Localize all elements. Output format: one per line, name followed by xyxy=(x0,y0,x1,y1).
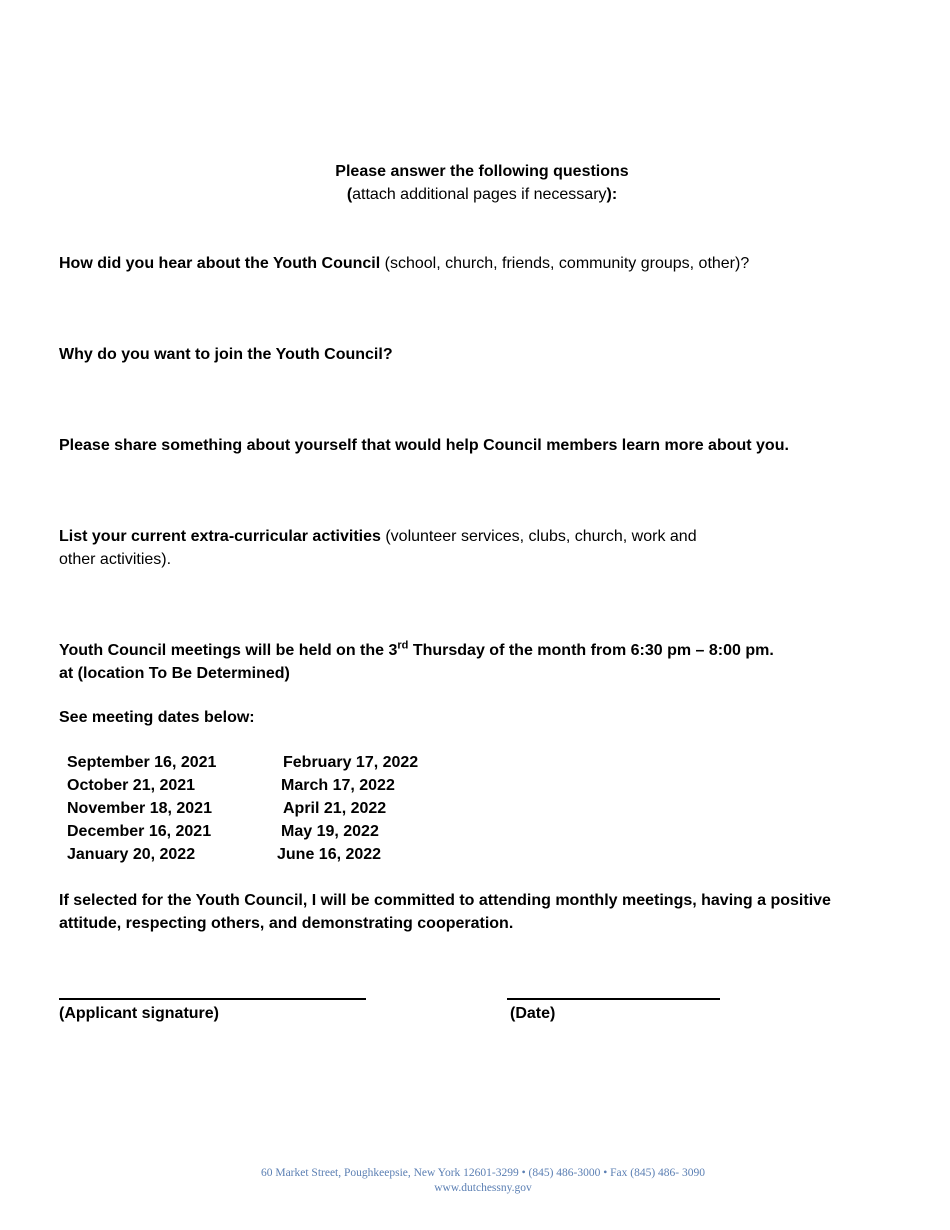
applicant-signature-label: (Applicant signature) xyxy=(59,1005,220,1022)
commitment-statement xyxy=(59,889,929,935)
date-row xyxy=(67,797,418,820)
meeting-schedule xyxy=(59,639,889,685)
meeting-schedule-time: Thursday of the month from 6:30 pm – 8:00 pm. xyxy=(408,642,774,659)
question-hint-continued: other activities). xyxy=(59,551,172,568)
meeting-date: February 17, 2022 xyxy=(283,754,419,771)
meeting-date: September 16, 2021 xyxy=(67,754,217,771)
instructions-title: Please answer the following questions xyxy=(335,163,629,180)
date-label: (Date) xyxy=(510,1005,556,1022)
subtitle-open-paren: ( xyxy=(346,186,353,203)
question-label: Please share something about yourself that would help Council members learn more about you. xyxy=(59,437,789,454)
meeting-date: January 20, 2022 xyxy=(67,846,196,863)
meeting-date: June 16, 2022 xyxy=(277,846,382,863)
instructions-subtitle xyxy=(0,183,950,206)
question-hear-about xyxy=(59,252,889,275)
subtitle-close-paren: ): xyxy=(606,186,618,203)
form-instructions xyxy=(0,160,950,206)
meeting-location: at (location To Be Determined) xyxy=(59,665,290,682)
meeting-date: March 17, 2022 xyxy=(281,777,395,794)
question-activities xyxy=(59,525,889,571)
meeting-schedule-text: Youth Council meetings will be held on the 3 xyxy=(59,642,398,659)
meeting-date: April 21, 2022 xyxy=(283,800,387,817)
date-row xyxy=(67,820,418,843)
meeting-dates-list xyxy=(67,751,418,866)
date-row xyxy=(67,774,418,797)
date-row xyxy=(67,751,418,774)
date-row xyxy=(67,843,418,866)
date-signature-line[interactable] xyxy=(507,998,720,1000)
meeting-date: October 21, 2021 xyxy=(67,777,196,794)
question-why-join xyxy=(59,343,889,366)
meeting-date: November 18, 2021 xyxy=(67,800,212,817)
commitment-line: attitude, respecting others, and demonstrating cooperation. xyxy=(59,915,514,932)
question-label: Why do you want to join the Youth Council? xyxy=(59,346,393,363)
footer-address: 60 Market Street, Poughkeepsie, New York 12601-3299 • (845) 486-3000 • Fax (845) 486- 3090 xyxy=(260,1167,706,1179)
question-hint: (school, church, friends, community groups, other)? xyxy=(380,255,750,272)
question-about-yourself xyxy=(59,434,889,457)
commitment-line: If selected for the Youth Council, I will be committed to attending monthly meetings, having a positive xyxy=(59,892,831,909)
footer xyxy=(0,1166,950,1196)
applicant-signature-line[interactable] xyxy=(59,998,366,1000)
meeting-date: December 16, 2021 xyxy=(67,823,212,840)
subtitle-text: attach additional pages if necessary xyxy=(352,186,607,203)
dates-heading: See meeting dates below: xyxy=(59,709,255,726)
meeting-date: May 19, 2022 xyxy=(281,823,379,840)
ordinal-suffix: rd xyxy=(397,639,409,652)
question-label: How did you hear about the Youth Council xyxy=(59,255,381,272)
question-hint: (volunteer services, clubs, church, work and xyxy=(380,528,697,545)
footer-website-link[interactable]: www.dutchessny.gov xyxy=(434,1182,532,1194)
question-label: List your current extra-curricular activities xyxy=(59,528,381,545)
